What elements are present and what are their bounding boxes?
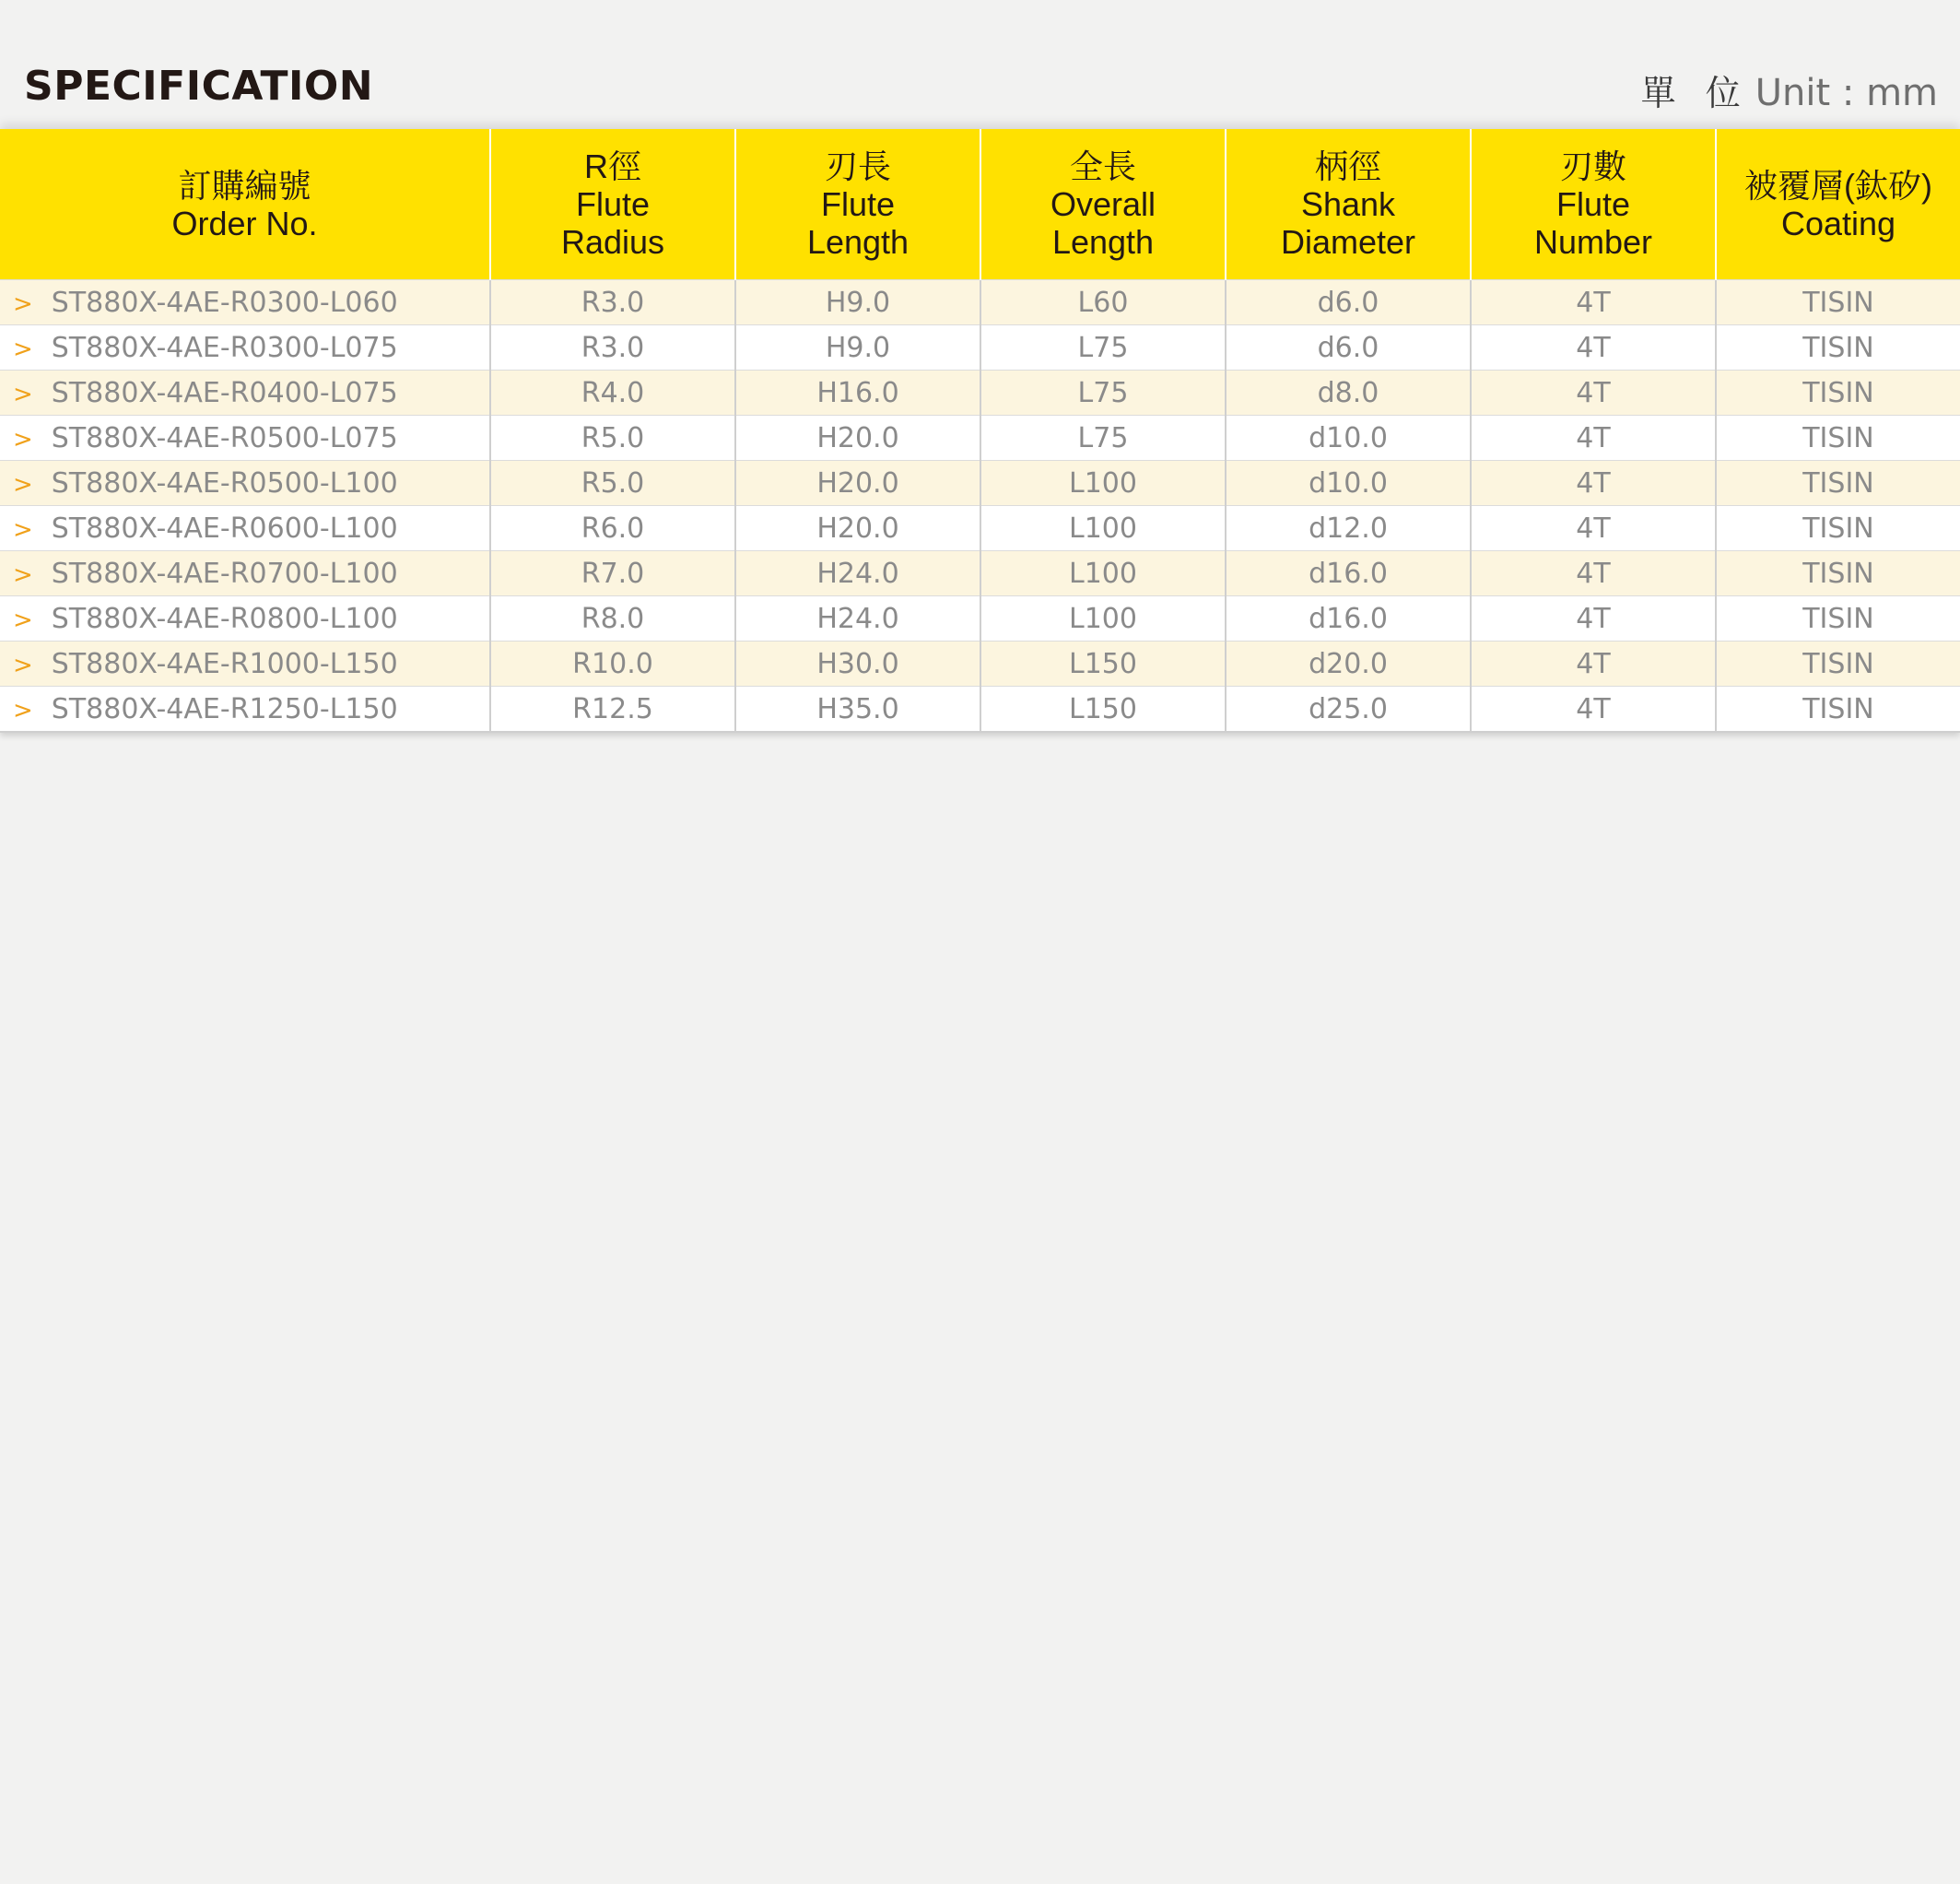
overall-length-cell: L75 <box>980 416 1226 461</box>
flute-radius-cell: R12.5 <box>490 687 735 733</box>
flute-length-cell: H9.0 <box>735 280 980 325</box>
flute-length-cell: H20.0 <box>735 461 980 506</box>
flute-radius-cell: R5.0 <box>490 461 735 506</box>
table-row <box>0 551 1960 596</box>
flute-radius-cell: R10.0 <box>490 642 735 687</box>
overall-length-cell: L150 <box>980 687 1226 733</box>
flute-number-cell: 4T <box>1471 642 1716 687</box>
column-header-en: Diameter <box>1280 223 1416 261</box>
flute-number-cell: 4T <box>1471 280 1716 325</box>
chevron-right-icon: > <box>13 606 33 634</box>
unit-label-en: Unit : mm <box>1755 72 1938 114</box>
column-header-en: Coating <box>1780 204 1896 242</box>
flute-number-cell: 4T <box>1471 596 1716 642</box>
order-no-cell <box>0 506 490 551</box>
overall-length-cell: L100 <box>980 551 1226 596</box>
flute-length-cell: H9.0 <box>735 325 980 371</box>
column-header-zh: 被覆層(鈦矽) <box>1744 166 1932 205</box>
column-header-shank-diameter <box>1226 129 1471 280</box>
column-header-zh: 柄徑 <box>1314 147 1381 185</box>
column-header-en: Order No. <box>171 204 318 242</box>
shank-diameter-cell: d16.0 <box>1226 596 1471 642</box>
flute-radius-cell: R3.0 <box>490 325 735 371</box>
flute-radius-cell: R3.0 <box>490 280 735 325</box>
overall-length-cell: L150 <box>980 642 1226 687</box>
order-no-cell <box>0 551 490 596</box>
table-row <box>0 506 1960 551</box>
shank-diameter-cell: d12.0 <box>1226 506 1471 551</box>
coating-cell: TISIN <box>1716 642 1960 687</box>
column-header-coating <box>1716 129 1960 280</box>
flute-number-cell: 4T <box>1471 506 1716 551</box>
flute-length-cell: H16.0 <box>735 371 980 416</box>
order-no-text: ST880X-4AE-R0400-L075 <box>51 376 398 409</box>
shank-diameter-cell: d6.0 <box>1226 325 1471 371</box>
unit-label <box>1641 65 1938 115</box>
spec-table-container <box>0 129 1960 733</box>
chevron-right-icon: > <box>13 560 33 589</box>
chevron-right-icon: > <box>13 470 33 499</box>
chevron-right-icon: > <box>13 425 33 453</box>
shank-diameter-cell: d8.0 <box>1226 371 1471 416</box>
order-no-cell <box>0 371 490 416</box>
order-no-text: ST880X-4AE-R1250-L150 <box>51 692 398 725</box>
coating-cell: TISIN <box>1716 687 1960 733</box>
flute-length-cell: H24.0 <box>735 596 980 642</box>
coating-cell: TISIN <box>1716 551 1960 596</box>
flute-length-cell: H20.0 <box>735 506 980 551</box>
spec-header <box>0 0 1960 129</box>
overall-length-cell: L100 <box>980 596 1226 642</box>
shank-diameter-cell: d10.0 <box>1226 461 1471 506</box>
column-header-en: Length <box>806 223 910 261</box>
column-header-en: Flute <box>575 185 651 223</box>
column-header-zh: R徑 <box>584 147 641 185</box>
coating-cell: TISIN <box>1716 596 1960 642</box>
overall-length-cell: L100 <box>980 461 1226 506</box>
unit-label-cjk: 單 位 <box>1640 73 1750 113</box>
flute-length-cell: H30.0 <box>735 642 980 687</box>
table-body <box>0 280 1960 733</box>
column-header-order-no <box>0 129 490 280</box>
flute-number-cell: 4T <box>1471 371 1716 416</box>
chevron-right-icon: > <box>13 696 33 724</box>
table-row <box>0 371 1960 416</box>
order-no-cell <box>0 325 490 371</box>
order-no-text: ST880X-4AE-R0800-L100 <box>51 602 398 635</box>
shank-diameter-cell: d10.0 <box>1226 416 1471 461</box>
table-row <box>0 642 1960 687</box>
coating-cell: TISIN <box>1716 416 1960 461</box>
table-row <box>0 325 1960 371</box>
order-no-text: ST880X-4AE-R0500-L100 <box>51 466 398 500</box>
flute-length-cell: H24.0 <box>735 551 980 596</box>
order-no-cell <box>0 642 490 687</box>
flute-radius-cell: R5.0 <box>490 416 735 461</box>
column-header-flute-radius <box>490 129 735 280</box>
table-header <box>0 129 1960 280</box>
page-title: SPECIFICATION <box>24 63 374 110</box>
column-header-zh: 全長 <box>1069 147 1136 185</box>
column-header-overall-length <box>980 129 1226 280</box>
column-header-en: Overall <box>1050 185 1156 223</box>
column-header-en: Radius <box>560 223 665 261</box>
chevron-right-icon: > <box>13 651 33 679</box>
coating-cell: TISIN <box>1716 280 1960 325</box>
column-header-flute-number <box>1471 129 1716 280</box>
chevron-right-icon: > <box>13 380 33 408</box>
overall-length-cell: L60 <box>980 280 1226 325</box>
chevron-right-icon: > <box>13 335 33 363</box>
table-row <box>0 596 1960 642</box>
shank-diameter-cell: d20.0 <box>1226 642 1471 687</box>
flute-radius-cell: R4.0 <box>490 371 735 416</box>
shank-diameter-cell: d16.0 <box>1226 551 1471 596</box>
flute-number-cell: 4T <box>1471 551 1716 596</box>
coating-cell: TISIN <box>1716 371 1960 416</box>
flute-length-cell: H20.0 <box>735 416 980 461</box>
coating-cell: TISIN <box>1716 461 1960 506</box>
flute-number-cell: 4T <box>1471 325 1716 371</box>
order-no-cell <box>0 461 490 506</box>
header-row <box>0 129 1960 280</box>
chevron-right-icon: > <box>13 515 33 544</box>
order-no-text: ST880X-4AE-R0700-L100 <box>51 557 398 590</box>
column-header-flute-length <box>735 129 980 280</box>
order-no-text: ST880X-4AE-R0300-L075 <box>51 331 398 364</box>
order-no-cell <box>0 687 490 733</box>
coating-cell: TISIN <box>1716 506 1960 551</box>
column-header-zh: 刃長 <box>824 147 891 185</box>
column-header-en: Length <box>1051 223 1155 261</box>
order-no-text: ST880X-4AE-R0500-L075 <box>51 421 398 454</box>
chevron-right-icon: > <box>13 289 33 318</box>
overall-length-cell: L75 <box>980 371 1226 416</box>
overall-length-cell: L75 <box>980 325 1226 371</box>
flute-radius-cell: R6.0 <box>490 506 735 551</box>
flute-radius-cell: R7.0 <box>490 551 735 596</box>
column-header-en: Flute <box>1555 185 1631 223</box>
table-row <box>0 280 1960 325</box>
flute-number-cell: 4T <box>1471 687 1716 733</box>
order-no-text: ST880X-4AE-R0300-L060 <box>51 286 398 319</box>
order-no-cell <box>0 280 490 325</box>
shank-diameter-cell: d6.0 <box>1226 280 1471 325</box>
order-no-cell <box>0 596 490 642</box>
flute-number-cell: 4T <box>1471 416 1716 461</box>
spec-table <box>0 129 1960 733</box>
coating-cell: TISIN <box>1716 325 1960 371</box>
column-header-en: Shank <box>1300 185 1396 223</box>
column-header-zh: 刃數 <box>1559 147 1626 185</box>
shank-diameter-cell: d25.0 <box>1226 687 1471 733</box>
column-header-zh: 訂購編號 <box>178 166 311 205</box>
flute-radius-cell: R8.0 <box>490 596 735 642</box>
order-no-text: ST880X-4AE-R1000-L150 <box>51 647 398 680</box>
table-row <box>0 416 1960 461</box>
table-row <box>0 461 1960 506</box>
column-header-en: Number <box>1533 223 1653 261</box>
table-row <box>0 687 1960 733</box>
column-header-en: Flute <box>820 185 896 223</box>
flute-number-cell: 4T <box>1471 461 1716 506</box>
order-no-cell <box>0 416 490 461</box>
flute-length-cell: H35.0 <box>735 687 980 733</box>
order-no-text: ST880X-4AE-R0600-L100 <box>51 512 398 545</box>
overall-length-cell: L100 <box>980 506 1226 551</box>
